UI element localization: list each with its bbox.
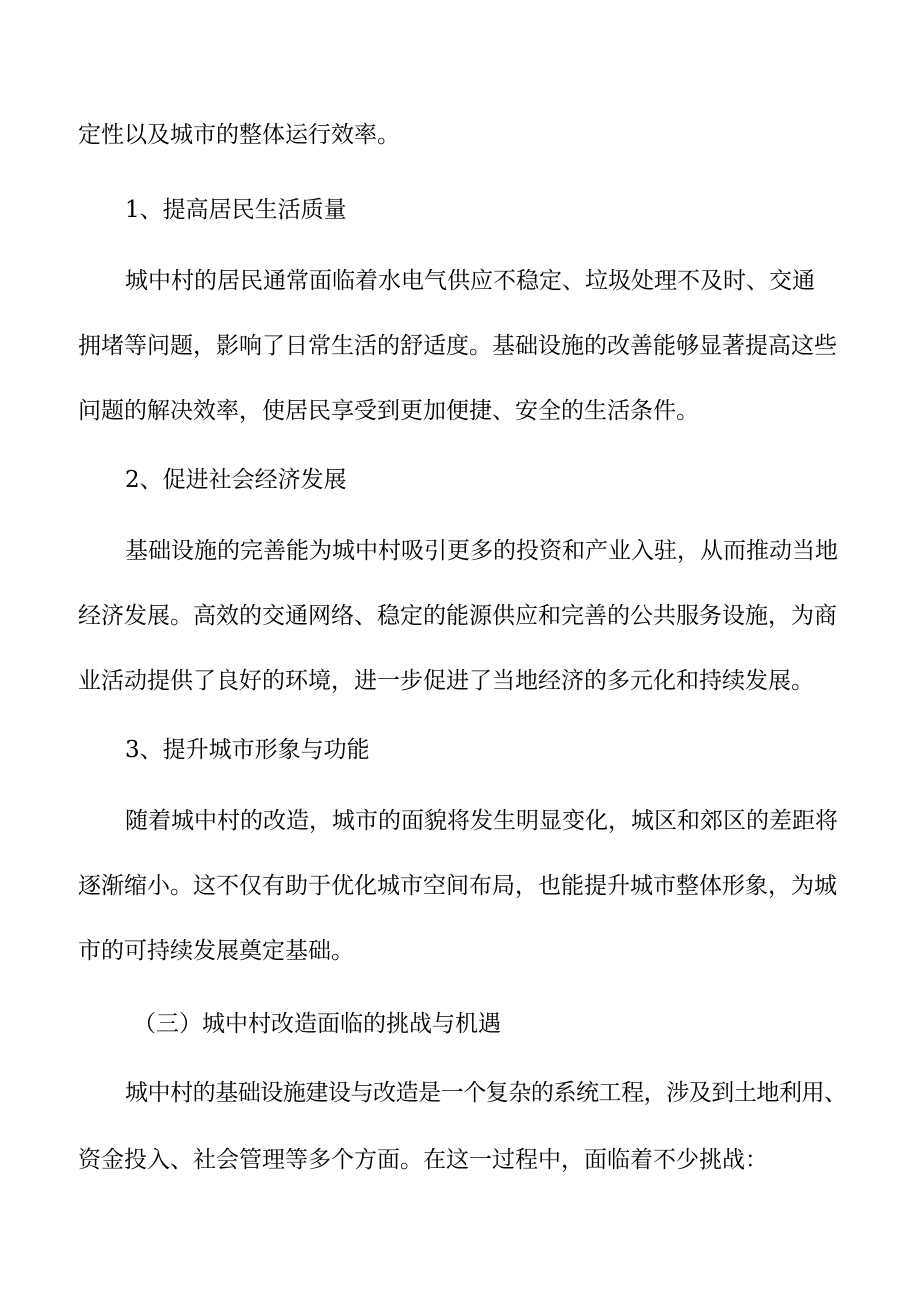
paragraph-line: 业活动提供了良好的环境，进一步促进了当地经济的多元化和持续发展。 [78, 668, 814, 694]
section-heading: （三）城中村改造面临的挑战与机遇 [133, 1011, 501, 1037]
subsection-heading: 3、提升城市形象与功能 [125, 737, 370, 763]
paragraph-line: 城中村的居民通常面临着水电气供应不稳定、垃圾处理不及时、交通 [125, 268, 815, 294]
paragraph-line: 逐渐缩小。这不仅有助于优化城市空间布局，也能提升城市整体形象，为城 [78, 873, 837, 899]
subsection-heading: 1、提高居民生活质量 [125, 197, 347, 223]
paragraph-line: 城中村的基础设施建设与改造是一个复杂的系统工程，涉及到土地利用、 [125, 1080, 847, 1106]
subsection-heading: 2、促进社会经济发展 [125, 467, 347, 493]
paragraph-line: 随着城中村的改造，城市的面貌将发生明显变化，城区和郊区的差距将 [125, 808, 838, 834]
paragraph-line: 市的可持续发展奠定基础。 [78, 938, 354, 964]
paragraph-line: 基础设施的完善能为城中村吸引更多的投资和产业入驻，从而推动当地 [125, 538, 838, 564]
paragraph-line: 经济发展。高效的交通网络、稳定的能源供应和完善的公共服务设施，为商 [78, 603, 837, 629]
paragraph-line: 定性以及城市的整体运行效率。 [78, 122, 400, 148]
paragraph-line: 问题的解决效率，使居民享受到更加便捷、安全的生活条件。 [78, 398, 699, 424]
paragraph-line: 拥堵等问题，影响了日常生活的舒适度。基础设施的改善能够显著提高这些 [78, 333, 837, 359]
paragraph-line: 资金投入、社会管理等多个方面。在这一过程中，面临着不少挑战： [78, 1147, 768, 1173]
